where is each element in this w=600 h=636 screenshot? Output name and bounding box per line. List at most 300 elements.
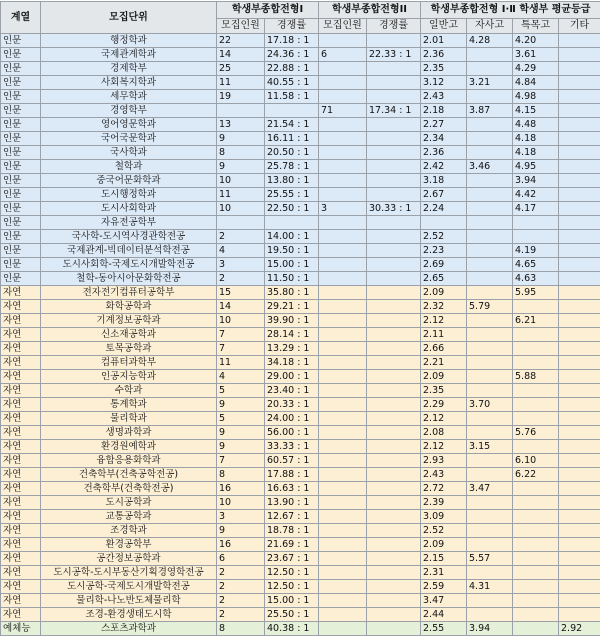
special-cell: 4.20 [513, 34, 559, 48]
ratio2-cell [367, 356, 421, 370]
general-cell: 2.35 [421, 384, 467, 398]
general-cell: 2.12 [421, 440, 467, 454]
capacity2-cell [319, 300, 367, 314]
other-cell [559, 244, 600, 258]
group-cell: 자연 [1, 356, 41, 370]
table-row [1, 594, 600, 608]
header-group: 계열 [1, 2, 41, 34]
special-cell: 6.10 [513, 454, 559, 468]
other-cell [559, 594, 600, 608]
general-cell: 2.67 [421, 188, 467, 202]
other-cell [559, 426, 600, 440]
unit-cell: 신소재공학과 [41, 328, 217, 342]
ratio2-cell [367, 230, 421, 244]
unit-cell: 세무학과 [41, 90, 217, 104]
group-cell: 자연 [1, 524, 41, 538]
special-cell: 4.18 [513, 132, 559, 146]
special-cell [513, 552, 559, 566]
autonomous-cell [467, 608, 513, 622]
special-cell: 3.61 [513, 48, 559, 62]
other-cell [559, 454, 600, 468]
table-row [1, 62, 600, 76]
capacity2-cell [319, 608, 367, 622]
table-row [1, 230, 600, 244]
special-cell: 4.42 [513, 188, 559, 202]
capacity2-cell [319, 90, 367, 104]
capacity1-cell: 2 [217, 580, 265, 594]
capacity2-cell [319, 468, 367, 482]
capacity1-cell: 7 [217, 328, 265, 342]
ratio1-cell: 24.00 : 1 [265, 412, 319, 426]
header-type2: 학생부종합전형II [319, 2, 421, 19]
capacity1-cell: 5 [217, 384, 265, 398]
other-cell [559, 510, 600, 524]
other-cell [559, 300, 600, 314]
capacity2-cell [319, 398, 367, 412]
special-cell [513, 622, 559, 636]
ratio2-cell [367, 398, 421, 412]
special-cell: 5.76 [513, 426, 559, 440]
ratio1-cell: 21.69 : 1 [265, 538, 319, 552]
table-row [1, 510, 600, 524]
unit-cell: 국사학-도시역사경관학전공 [41, 230, 217, 244]
special-cell [513, 230, 559, 244]
ratio2-cell [367, 496, 421, 510]
capacity2-cell [319, 370, 367, 384]
autonomous-cell [467, 286, 513, 300]
capacity1-cell: 10 [217, 314, 265, 328]
unit-cell: 환경공학부 [41, 538, 217, 552]
group-cell: 자연 [1, 426, 41, 440]
special-cell [513, 384, 559, 398]
table-row [1, 202, 600, 216]
ratio2-cell [367, 314, 421, 328]
capacity1-cell: 6 [217, 552, 265, 566]
autonomous-cell [467, 370, 513, 384]
table-row [1, 622, 600, 636]
group-cell: 인문 [1, 160, 41, 174]
general-cell: 2.35 [421, 62, 467, 76]
general-cell: 3.18 [421, 174, 467, 188]
table-row [1, 580, 600, 594]
general-cell [421, 216, 467, 230]
general-cell: 2.15 [421, 552, 467, 566]
capacity1-cell: 2 [217, 566, 265, 580]
ratio1-cell: 25.78 : 1 [265, 160, 319, 174]
capacity1-cell: 9 [217, 426, 265, 440]
capacity1-cell: 2 [217, 608, 265, 622]
general-cell: 2.24 [421, 202, 467, 216]
capacity2-cell [319, 510, 367, 524]
ratio1-cell: 14.00 : 1 [265, 230, 319, 244]
general-cell: 2.59 [421, 580, 467, 594]
ratio1-cell: 22.88 : 1 [265, 62, 319, 76]
ratio2-cell: 22.33 : 1 [367, 48, 421, 62]
ratio1-cell: 23.67 : 1 [265, 552, 319, 566]
capacity2-cell [319, 146, 367, 160]
autonomous-cell: 5.57 [467, 552, 513, 566]
capacity1-cell: 9 [217, 524, 265, 538]
capacity2-cell [319, 216, 367, 230]
autonomous-cell [467, 230, 513, 244]
ratio1-cell: 11.50 : 1 [265, 272, 319, 286]
other-cell [559, 34, 600, 48]
general-cell: 3.12 [421, 76, 467, 90]
ratio2-cell [367, 300, 421, 314]
autonomous-cell [467, 342, 513, 356]
unit-cell: 물리학과 [41, 412, 217, 426]
ratio1-cell: 13.80 : 1 [265, 174, 319, 188]
table-row [1, 244, 600, 258]
general-cell: 2.43 [421, 468, 467, 482]
general-cell: 2.52 [421, 230, 467, 244]
ratio2-cell [367, 34, 421, 48]
group-cell: 자연 [1, 384, 41, 398]
capacity2-cell [319, 384, 367, 398]
unit-cell: 컴퓨터과학부 [41, 356, 217, 370]
group-cell: 인문 [1, 90, 41, 104]
table-row [1, 468, 600, 482]
general-cell: 2.09 [421, 370, 467, 384]
unit-cell: 생명과학과 [41, 426, 217, 440]
unit-cell: 영어영문학과 [41, 118, 217, 132]
special-cell: 4.95 [513, 160, 559, 174]
table-row [1, 342, 600, 356]
capacity1-cell: 4 [217, 244, 265, 258]
table-row [1, 160, 600, 174]
ratio1-cell: 12.50 : 1 [265, 566, 319, 580]
capacity2-cell [319, 538, 367, 552]
ratio1-cell: 40.55 : 1 [265, 76, 319, 90]
other-cell [559, 132, 600, 146]
group-cell: 자연 [1, 328, 41, 342]
ratio2-cell: 30.33 : 1 [367, 202, 421, 216]
capacity1-cell: 9 [217, 132, 265, 146]
special-cell [513, 594, 559, 608]
autonomous-cell [467, 454, 513, 468]
capacity1-cell: 5 [217, 412, 265, 426]
unit-cell: 사회복지학과 [41, 76, 217, 90]
group-cell: 인문 [1, 48, 41, 62]
capacity2-cell: 71 [319, 104, 367, 118]
header-ratio1: 경쟁률 [265, 19, 319, 34]
autonomous-cell: 3.21 [467, 76, 513, 90]
capacity2-cell: 6 [319, 48, 367, 62]
table-row [1, 272, 600, 286]
header-other: 기타 [559, 19, 600, 34]
general-cell: 2.09 [421, 538, 467, 552]
capacity1-cell: 9 [217, 398, 265, 412]
capacity2-cell [319, 580, 367, 594]
capacity1-cell: 9 [217, 440, 265, 454]
group-cell: 자연 [1, 510, 41, 524]
other-cell [559, 370, 600, 384]
ratio1-cell: 16.63 : 1 [265, 482, 319, 496]
autonomous-cell [467, 216, 513, 230]
unit-cell: 통계학과 [41, 398, 217, 412]
capacity2-cell [319, 286, 367, 300]
unit-cell: 건축학부(건축공학전공) [41, 468, 217, 482]
unit-cell: 교통공학과 [41, 510, 217, 524]
group-cell: 인문 [1, 146, 41, 160]
autonomous-cell [467, 48, 513, 62]
special-cell [513, 482, 559, 496]
capacity1-cell: 11 [217, 76, 265, 90]
capacity1-cell [217, 104, 265, 118]
group-cell: 자연 [1, 300, 41, 314]
table-row [1, 118, 600, 132]
ratio1-cell: 29.21 : 1 [265, 300, 319, 314]
ratio1-cell: 17.88 : 1 [265, 468, 319, 482]
group-cell: 자연 [1, 370, 41, 384]
autonomous-cell [467, 510, 513, 524]
special-cell: 3.94 [513, 174, 559, 188]
unit-cell: 국어국문학과 [41, 132, 217, 146]
special-cell: 4.65 [513, 258, 559, 272]
capacity2-cell [319, 76, 367, 90]
unit-cell: 도시행정학과 [41, 188, 217, 202]
group-cell: 인문 [1, 188, 41, 202]
general-cell: 2.36 [421, 146, 467, 160]
unit-cell: 국사학과 [41, 146, 217, 160]
other-cell [559, 440, 600, 454]
group-cell: 인문 [1, 76, 41, 90]
table-row [1, 496, 600, 510]
table-row [1, 132, 600, 146]
other-cell [559, 286, 600, 300]
header-general: 일반고 [421, 19, 467, 34]
ratio2-cell [367, 188, 421, 202]
ratio2-cell [367, 160, 421, 174]
ratio2-cell [367, 174, 421, 188]
table-row [1, 104, 600, 118]
group-cell: 자연 [1, 314, 41, 328]
ratio1-cell: 13.29 : 1 [265, 342, 319, 356]
table-row [1, 174, 600, 188]
unit-cell: 경제학부 [41, 62, 217, 76]
autonomous-cell [467, 566, 513, 580]
table-row [1, 412, 600, 426]
table-row [1, 426, 600, 440]
table-row [1, 538, 600, 552]
other-cell [559, 174, 600, 188]
special-cell [513, 356, 559, 370]
capacity2-cell [319, 118, 367, 132]
capacity2-cell [319, 230, 367, 244]
other-cell [559, 608, 600, 622]
general-cell: 2.44 [421, 608, 467, 622]
unit-cell: 융합응용화학과 [41, 454, 217, 468]
capacity1-cell: 2 [217, 594, 265, 608]
other-cell [559, 314, 600, 328]
other-cell [559, 62, 600, 76]
group-cell: 인문 [1, 216, 41, 230]
other-cell [559, 258, 600, 272]
general-cell: 3.09 [421, 510, 467, 524]
capacity2-cell [319, 440, 367, 454]
capacity1-cell: 8 [217, 146, 265, 160]
other-cell [559, 230, 600, 244]
other-cell [559, 48, 600, 62]
capacity2-cell [319, 328, 367, 342]
general-cell: 2.23 [421, 244, 467, 258]
autonomous-cell [467, 426, 513, 440]
unit-cell: 인공지능학과 [41, 370, 217, 384]
group-cell: 인문 [1, 132, 41, 146]
autonomous-cell [467, 328, 513, 342]
ratio1-cell: 28.14 : 1 [265, 328, 319, 342]
ratio1-cell: 29.00 : 1 [265, 370, 319, 384]
group-cell: 자연 [1, 608, 41, 622]
capacity2-cell [319, 524, 367, 538]
general-cell: 2.12 [421, 412, 467, 426]
ratio1-cell: 34.18 : 1 [265, 356, 319, 370]
group-cell: 자연 [1, 482, 41, 496]
general-cell: 2.11 [421, 328, 467, 342]
special-cell: 4.17 [513, 202, 559, 216]
ratio1-cell: 13.90 : 1 [265, 496, 319, 510]
ratio1-cell: 19.50 : 1 [265, 244, 319, 258]
unit-cell: 국제관계-빅데이터분석학전공 [41, 244, 217, 258]
group-cell: 자연 [1, 566, 41, 580]
group-cell: 자연 [1, 440, 41, 454]
ratio2-cell [367, 426, 421, 440]
table-row [1, 328, 600, 342]
ratio2-cell [367, 566, 421, 580]
unit-cell: 철학과 [41, 160, 217, 174]
other-cell [559, 412, 600, 426]
group-cell: 인문 [1, 272, 41, 286]
ratio1-cell: 22.50 : 1 [265, 202, 319, 216]
group-cell: 인문 [1, 34, 41, 48]
capacity1-cell: 2 [217, 230, 265, 244]
unit-cell: 행정학과 [41, 34, 217, 48]
admission-results-table [0, 1, 600, 636]
unit-cell: 물리학-나노반도체물리학 [41, 594, 217, 608]
ratio1-cell: 12.67 : 1 [265, 510, 319, 524]
autonomous-cell [467, 384, 513, 398]
autonomous-cell [467, 90, 513, 104]
table-row [1, 370, 600, 384]
capacity1-cell: 10 [217, 174, 265, 188]
ratio2-cell [367, 622, 421, 636]
ratio2-cell [367, 524, 421, 538]
autonomous-cell [467, 244, 513, 258]
general-cell: 2.21 [421, 356, 467, 370]
autonomous-cell [467, 202, 513, 216]
capacity1-cell: 11 [217, 188, 265, 202]
special-cell: 4.84 [513, 76, 559, 90]
ratio2-cell [367, 552, 421, 566]
capacity2-cell [319, 342, 367, 356]
group-cell: 인문 [1, 258, 41, 272]
autonomous-cell: 4.31 [467, 580, 513, 594]
ratio2-cell [367, 538, 421, 552]
other-cell [559, 188, 600, 202]
table-row [1, 384, 600, 398]
autonomous-cell [467, 356, 513, 370]
header-type1: 학생부종합전형Ⅰ [217, 2, 319, 19]
autonomous-cell [467, 188, 513, 202]
group-cell: 자연 [1, 468, 41, 482]
general-cell: 2.36 [421, 48, 467, 62]
capacity2-cell [319, 552, 367, 566]
ratio1-cell: 11.58 : 1 [265, 90, 319, 104]
table-row [1, 454, 600, 468]
capacity2-cell [319, 258, 367, 272]
ratio1-cell: 15.00 : 1 [265, 258, 319, 272]
table-row [1, 440, 600, 454]
capacity2-cell [319, 174, 367, 188]
general-cell: 2.72 [421, 482, 467, 496]
ratio2-cell [367, 146, 421, 160]
ratio2-cell [367, 482, 421, 496]
group-cell: 예체능 [1, 622, 41, 636]
other-cell [559, 552, 600, 566]
special-cell: 4.63 [513, 272, 559, 286]
autonomous-cell [467, 272, 513, 286]
unit-cell: 도시사회학과 [41, 202, 217, 216]
capacity1-cell: 15 [217, 286, 265, 300]
capacity1-cell: 7 [217, 342, 265, 356]
other-cell [559, 90, 600, 104]
ratio2-cell [367, 370, 421, 384]
other-cell [559, 468, 600, 482]
other-cell [559, 580, 600, 594]
group-cell: 인문 [1, 244, 41, 258]
general-cell: 2.55 [421, 622, 467, 636]
other-cell [559, 384, 600, 398]
capacity1-cell: 22 [217, 34, 265, 48]
header-ratio2: 경쟁률 [367, 19, 421, 34]
other-cell [559, 356, 600, 370]
unit-cell: 조경-환경생태도시학 [41, 608, 217, 622]
table-body [1, 34, 600, 636]
ratio2-cell [367, 328, 421, 342]
capacity1-cell: 10 [217, 496, 265, 510]
group-cell: 인문 [1, 202, 41, 216]
table-row [1, 216, 600, 230]
group-cell: 인문 [1, 174, 41, 188]
unit-cell: 환경원예학과 [41, 440, 217, 454]
general-cell: 2.66 [421, 342, 467, 356]
general-cell: 2.65 [421, 272, 467, 286]
table-row [1, 258, 600, 272]
ratio2-cell [367, 594, 421, 608]
table-row [1, 524, 600, 538]
special-cell [513, 566, 559, 580]
ratio2-cell [367, 468, 421, 482]
ratio1-cell: 25.55 : 1 [265, 188, 319, 202]
capacity1-cell: 8 [217, 468, 265, 482]
capacity2-cell [319, 482, 367, 496]
general-cell: 2.52 [421, 524, 467, 538]
table-row [1, 34, 600, 48]
ratio2-cell [367, 454, 421, 468]
special-cell: 4.29 [513, 62, 559, 76]
unit-cell: 화학공학과 [41, 300, 217, 314]
special-cell [513, 580, 559, 594]
table-row [1, 608, 600, 622]
ratio1-cell: 15.00 : 1 [265, 594, 319, 608]
ratio1-cell: 21.54 : 1 [265, 118, 319, 132]
ratio2-cell [367, 286, 421, 300]
autonomous-cell [467, 258, 513, 272]
ratio1-cell: 33.33 : 1 [265, 440, 319, 454]
ratio2-cell [367, 216, 421, 230]
ratio1-cell: 20.33 : 1 [265, 398, 319, 412]
ratio1-cell: 17.18 : 1 [265, 34, 319, 48]
